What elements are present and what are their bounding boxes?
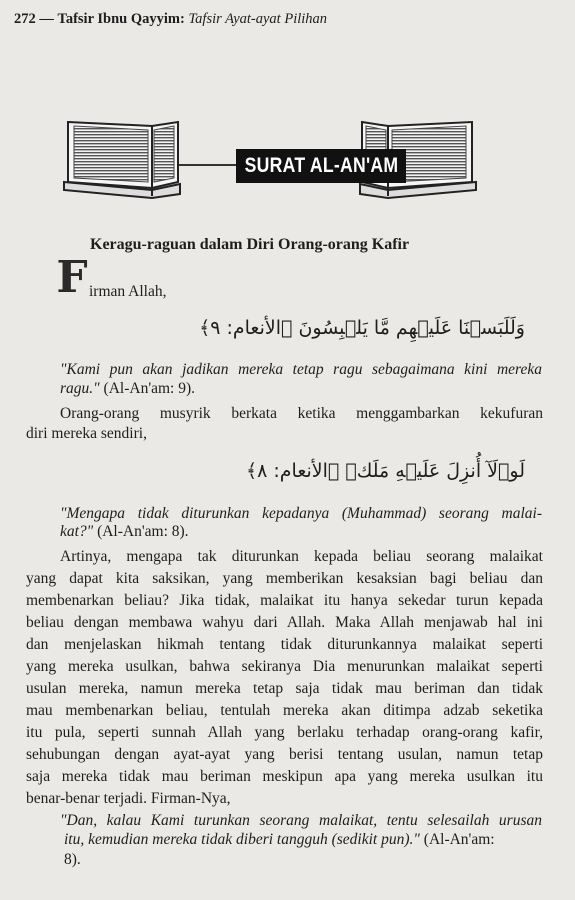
- paragraph-line: membenarkan beliau? Jika tidak, malaikat itu hanya sekedar turun kepada: [26, 592, 543, 609]
- verse2-translation-line: kat?": [60, 523, 94, 540]
- verse1-reference: (Al-An'am: 9).: [99, 380, 196, 397]
- chapter-title: SURAT AL-AN'AM: [244, 154, 398, 177]
- paragraph-line: sehubungan dengan ayat-ayat yang berisi tentang usulan, namun tetap: [26, 746, 543, 763]
- quote3-line: itu, kemudian mereka tidak diberi tangguh (sedikit pun).": [64, 831, 420, 848]
- quote3-reference: (Al-An'am:: [419, 831, 495, 848]
- quote3-line: "Dan, kalau Kami turunkan seorang malaikat, tentu selesailah urusan: [60, 812, 542, 829]
- page-number: 272: [14, 11, 36, 27]
- section-heading: Keragu-raguan dalam Diri Orang-orang Kafir: [90, 236, 410, 253]
- book-title: Tafsir Ibnu Qayyim:: [57, 11, 185, 27]
- verse2-reference: (Al-An'am: 8).: [93, 523, 189, 540]
- verse1-translation-line: ragu.": [60, 380, 100, 397]
- verse1-translation-line: "Kami pun akan jadikan mereka tetap ragu sebagaimana kini mereka: [60, 361, 542, 378]
- quote3-reference-end: 8).: [64, 851, 81, 868]
- paragraph-line: saja mereka tidak mau beriman meskipun apa yang mereka usulkan itu: [26, 768, 543, 785]
- quote3-line-end: [64, 832, 495, 848]
- chapter-banner: [60, 116, 480, 200]
- opening-text: irman Allah,: [89, 283, 167, 300]
- verse2-translation-end: [60, 524, 189, 540]
- paragraph-line: yang mereka usulkan, bahwa sekiranya Dia menurunkan malaikat seperti: [26, 658, 543, 675]
- arabic-verse-1: وَلَلَبَسۡنَا عَلَيۡهِم مَّا يَلۡبِسُونَ ﴿الأنعام: ٩﴾: [199, 317, 525, 339]
- running-header: [14, 11, 327, 28]
- paragraph-line: beliau dengan membawa wahyu dari Allah. Maka Allah menjawab hal ini: [26, 614, 543, 631]
- verse2-translation-line: "Mengapa tidak diturunkan kepadanya (Muhammad) seorang malai-: [60, 505, 542, 522]
- paragraph-line: mau membenarkan beliau, tentulah mereka akan ditimpa adzab seketika: [26, 702, 543, 719]
- paragraph-line: dan menjelaskan hikmah tentang tidak diturunkannya malaikat seperti: [26, 636, 543, 653]
- drop-cap: [56, 252, 88, 303]
- paragraph-line: benar-benar terjadi. Firman-Nya,: [26, 790, 231, 807]
- header-dash: —: [39, 11, 54, 27]
- arabic-verse-2: لَوۡلَآ أُنزِلَ عَلَيۡهِ مَلَكٞ ﴿الأنعام: ٨﴾: [245, 460, 525, 482]
- left-book-icon: [64, 122, 180, 198]
- paragraph-line: usulan mereka, namun mereka tetap saja tidak mau beriman dan tidak: [26, 680, 543, 697]
- paragraph-line: diri mereka sendiri,: [26, 425, 147, 442]
- chapter-title-plate: [236, 149, 406, 183]
- paragraph-line: Orang-orang musyrik berkata ketika menggambarkan kekufuran: [60, 405, 543, 422]
- verse1-translation-end: [60, 381, 195, 397]
- paragraph-line: itu pula, seperti sunnah Allah yang berlaku terhadap orang-orang kafir,: [26, 724, 543, 741]
- book-subtitle: Tafsir Ayat-ayat Pilihan: [188, 11, 328, 27]
- paragraph-line: Artinya, mengapa tak diturunkan kepada beliau seorang malaikat: [60, 548, 543, 565]
- paragraph-line: yang dapat kita saksikan, yang memberikan kesaksian bagi beliau dan: [26, 570, 543, 587]
- drop-cap-letter: F: [56, 252, 88, 303]
